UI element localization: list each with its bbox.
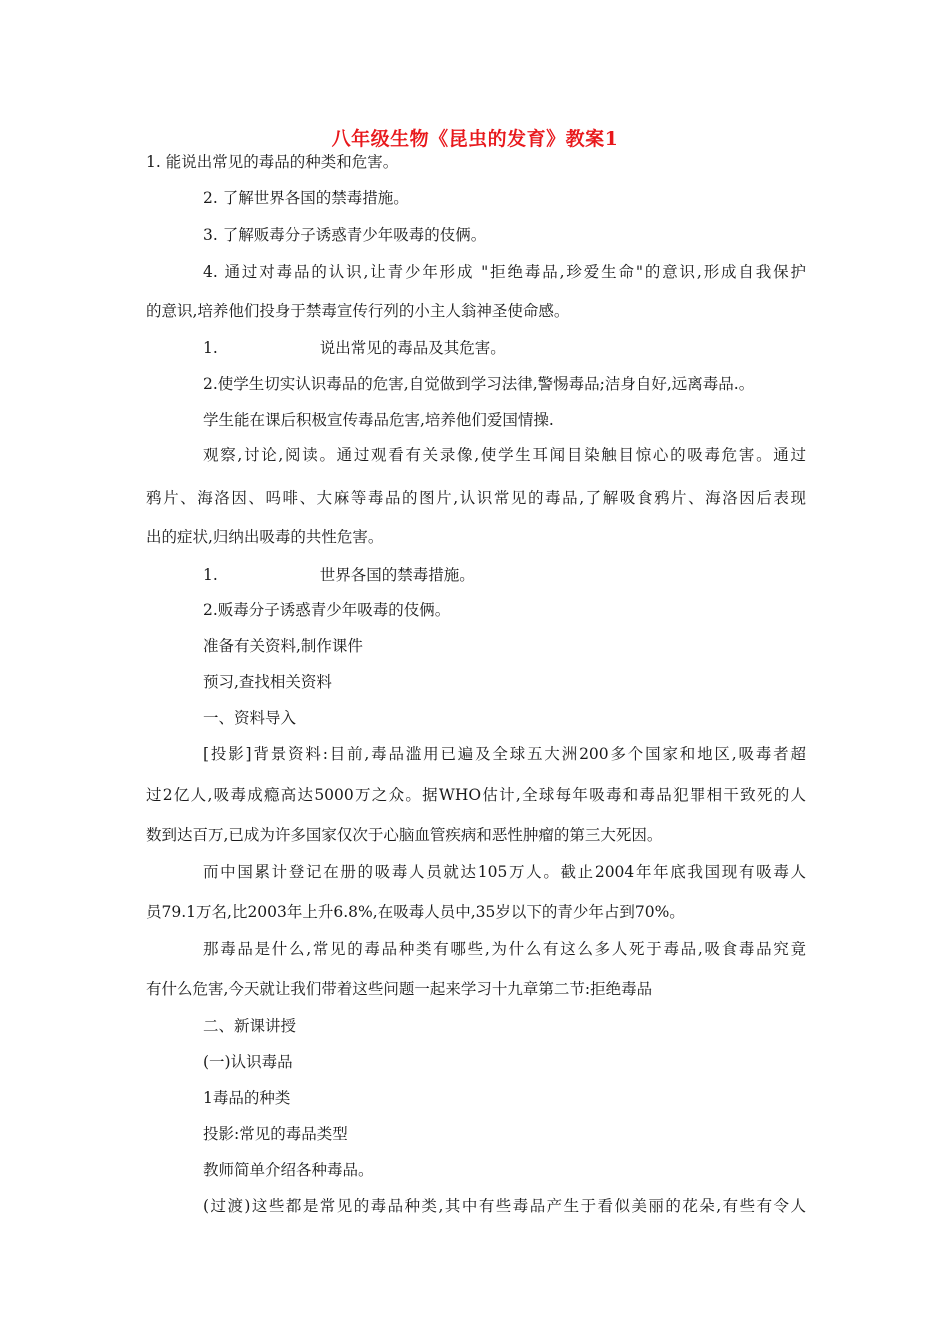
section-heading-1: 一、资料导入	[203, 709, 297, 727]
objective-line-4: 4. 通过对毒品的认识,让青少年形成 "拒绝毒品,珍爱生命"的意识,形成自我保护	[203, 263, 806, 281]
transition-line: (过渡)这些都是常见的毒品种类,其中有些毒品产生于看似美丽的花朵,有些有令人	[203, 1197, 806, 1215]
objective-line-2: 2. 了解世界各国的禁毒措施。	[203, 189, 409, 207]
key-point-line-1	[203, 338, 506, 358]
question-line-1: 那毒品是什么,常见的毒品种类有哪些,为什么有这么多人死于毒品,吸食毒品究竟	[203, 940, 806, 958]
key-point-line-3: 学生能在课后积极宣传毒品危害,培养他们爱国情操.	[203, 411, 554, 429]
preparation-line-1: 准备有关资料,制作课件	[203, 637, 363, 655]
objective-line-3: 3. 了解贩毒分子诱惑青少年吸毒的伎俩。	[203, 226, 487, 244]
key-point-line-2: 2.使学生切实认识毒品的危害,自觉做到学习法律,警惕毒品;洁身自好,远离毒品.。	[203, 375, 755, 393]
background-line-2: 过2亿人,吸毒成瘾高达5000万之众。据WHO估计,全球每年吸毒和毒品犯罪相干致死的人	[146, 786, 806, 804]
background-line-3: 数到达百万,已成为许多国家仅次于心脑血管疾病和恶性肿瘤的第三大死因。	[146, 826, 663, 844]
china-stats-line-2: 员79.1万名,比2003年上升6.8%,在吸毒人员中,35岁以下的青少年占到70%。	[146, 903, 685, 921]
document-title: 八年级生物《昆虫的发育》教案1	[331, 128, 619, 150]
difficulty-number-1: 1.	[203, 566, 218, 584]
method-line-1: 观察,讨论,阅读。通过观看有关录像,使学生耳闻目染触目惊心的吸毒危害。通过	[203, 446, 806, 464]
question-line-2: 有什么危害,今天就让我们带着这些问题一起来学习十九章第二节:拒绝毒品	[146, 980, 653, 998]
china-stats-line-1: 而中国累计登记在册的吸毒人员就达105万人。截止2004年年底我国现有吸毒人	[203, 863, 806, 881]
projection-line: 投影:常见的毒品类型	[203, 1125, 348, 1143]
key-point-text-1: 说出常见的毒品及其危害。	[319, 339, 506, 357]
background-line-1: [投影]背景资料:目前,毒品滥用已遍及全球五大洲200多个国家和地区,吸毒者超	[203, 745, 806, 763]
teacher-line: 教师简单介绍各种毒品。	[203, 1161, 374, 1179]
objective-line-4-cont: 的意识,培养他们投身于禁毒宣传行列的小主人翁神圣使命感。	[146, 302, 570, 320]
subsection-heading: (一)认识毒品	[203, 1053, 293, 1071]
preparation-line-2: 预习,查找相关资料	[203, 673, 332, 691]
difficulty-line-2: 2.贩毒分子诱惑青少年吸毒的伎俩。	[203, 601, 451, 619]
difficulty-line-1	[203, 565, 475, 585]
method-line-3: 出的症状,归纳出吸毒的共性危害。	[146, 528, 384, 546]
objective-line-1: 1. 能说出常见的毒品的种类和危害。	[146, 153, 399, 171]
section-heading-2: 二、新课讲授	[203, 1017, 297, 1035]
method-line-2: 鸦片、海洛因、吗啡、大麻等毒品的图片,认识常见的毒品,了解吸食鸦片、海洛因后表现	[146, 489, 806, 507]
difficulty-text-1: 世界各国的禁毒措施。	[319, 566, 475, 584]
key-point-number-1: 1.	[203, 339, 218, 357]
topic-heading: 1毒品的种类	[203, 1089, 291, 1107]
